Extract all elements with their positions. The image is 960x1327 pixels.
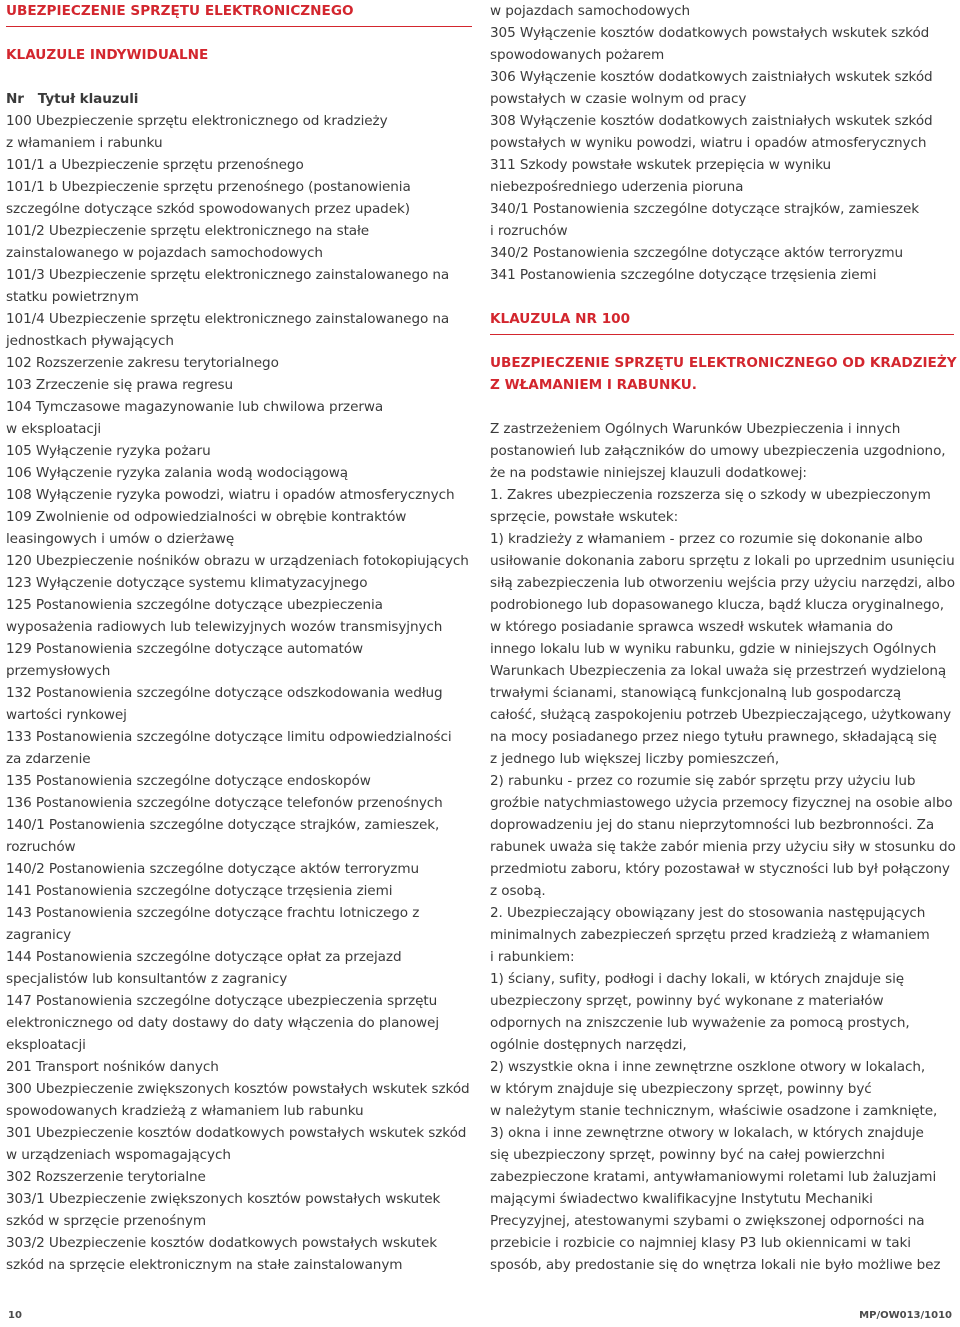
clause-list-item: jednostkach pływających <box>6 333 174 349</box>
document-code: MP/OW013/1010 <box>859 1310 952 1321</box>
clause-list-item: 303/2 Ubezpieczenie kosztów dodatkowych powstałych wskutek <box>6 1235 438 1251</box>
clause-list-item: 109 Zwolnienie od odpowiedzialności w obrębie kontraktów <box>6 509 407 525</box>
body-text-line: Warunkach Ubezpieczenia za lokal uważa się przestrzeń wydzieloną <box>490 663 947 679</box>
body-text-line: sprzęcie, powstałe wskutek: <box>490 509 679 525</box>
clause-list-item: w pojazdach samochodowych <box>490 3 691 19</box>
left-column <box>6 0 472 1276</box>
clause-list-item: 308 Wyłączenie kosztów dodatkowych zaistniałych wskutek szkód <box>490 113 933 129</box>
clause-list-item: 104 Tymczasowe magazynowanie lub chwilowa przerwa <box>6 399 384 415</box>
body-text-line: w należytym stanie technicznym, właściwie osadzone i zamknięte, <box>490 1103 938 1119</box>
clause-list-item: 147 Postanowienia szczególne dotyczące ubezpieczenia sprzętu <box>6 993 438 1009</box>
clause-list-item: 123 Wyłączenie dotyczące systemu klimatyzacyjnego <box>6 575 368 591</box>
clause-list-item: szkód na sprzęcie elektronicznym na stałe zainstalowanym <box>6 1257 403 1273</box>
clause-list-item: 102 Rozszerzenie zakresu terytorialnego <box>6 355 279 371</box>
clause-list-item: niebezpośredniego uderzenia pioruna <box>490 179 744 195</box>
clause-list-item: statku powietrznym <box>6 289 139 305</box>
clause-list-item: 306 Wyłączenie kosztów dodatkowych zaistniałych wskutek szkód <box>490 69 933 85</box>
clause-list-item: zagranicy <box>6 927 72 943</box>
clause-list-item: 105 Wyłączenie ryzyka pożaru <box>6 443 211 459</box>
clause-list-item: wyposażenia radiowych lub telewizyjnych wozów transmisyjnych <box>6 619 443 635</box>
clause-list-item: 144 Postanowienia szczególne dotyczące opłat za przejazd <box>6 949 402 965</box>
clause-list-item: leasingowych i umów o dzierżawę <box>6 531 235 547</box>
body-text-line: w którego posiadanie sprawca wszedł wskutek włamania do <box>490 619 893 635</box>
body-text-line: sposób, aby predostanie się do wnętrza lokali nie było możliwe bez <box>490 1257 941 1273</box>
clause-list-item: 106 Wyłączenie ryzyka zalania wodą wodociągową <box>6 465 348 481</box>
clause-list-item: rozruchów <box>6 839 76 855</box>
clause-title-line-2: Z WŁAMANIEM I RABUNKU. <box>490 377 697 393</box>
body-text-line: innego lokalu lub w wyniku rabunku, gdzie w niniejszych Ogólnych <box>490 641 937 657</box>
clause-list-item: 133 Postanowienia szczególne dotyczące limitu odpowiedzialności <box>6 729 452 745</box>
clause-list-item: i rozruchów <box>490 223 568 239</box>
clause-list-item: szczególne dotyczące szkód spowodowanych przez upadek) <box>6 201 410 217</box>
body-text-line: przedmiotu zaboru, który pozostawał w styczności lub był połączony <box>490 861 950 877</box>
clause-list-item: 201 Transport nośników danych <box>6 1059 219 1075</box>
clause-heading: KLAUZULA NR 100 <box>490 308 954 335</box>
clause-list-item: w urządzeniach wspomagających <box>6 1147 231 1163</box>
body-text-line: 3) okna i inne zewnętrzne otwory w lokalach, w których znajduje <box>490 1125 924 1141</box>
body-text-line: rabunek uważa się także zabór mienia przy użyciu siły w stosunku do <box>490 839 956 855</box>
clause-list-item: 140/1 Postanowienia szczególne dotyczące strajków, zamieszek, <box>6 817 440 833</box>
body-text-line: 1) ściany, sufity, podłogi i dachy lokali, w których znajduje się <box>490 971 905 987</box>
clause-list <box>6 110 472 1276</box>
body-text-line: odpornych na zniszczenie lub wyważenie za pomocą prostych, <box>490 1015 910 1031</box>
clause-list-item: 120 Ubezpieczenie nośników obrazu w urządzeniach fotokopiujących <box>6 553 469 569</box>
clause-list-item: 100 Ubezpieczenie sprzętu elektronicznego od kradzieży <box>6 113 388 129</box>
clause-body <box>490 418 954 1276</box>
clause-list-item: 141 Postanowienia szczególne dotyczące trzęsienia ziemi <box>6 883 393 899</box>
clause-list-item: szkód w sprzęcie przenośnym <box>6 1213 206 1229</box>
body-text-line: ogólnie dostępnych narzędzi, <box>490 1037 687 1053</box>
clause-list-item: 101/4 Ubezpieczenie sprzętu elektronicznego zainstalowanego na <box>6 311 450 327</box>
clause-list-item: 101/1 b Ubezpieczenie sprzętu przenośnego (postanowienia <box>6 179 411 195</box>
body-text-line: się ubezpieczony sprzęt, powinny być na całej powierzchni <box>490 1147 885 1163</box>
clause-list-item: zainstalowanego w pojazdach samochodowych <box>6 245 323 261</box>
body-text-line: i rabunkiem: <box>490 949 575 965</box>
clause-list-item: elektronicznego od daty dostawy do daty włączenia do planowej <box>6 1015 439 1031</box>
clause-list-item: 135 Postanowienia szczególne dotyczące endoskopów <box>6 773 371 789</box>
clause-list-item: 140/2 Postanowienia szczególne dotyczące aktów terroryzmu <box>6 861 419 877</box>
body-text-line: postanowień lub załączników do umowy ubezpieczenia uzgodniono, <box>490 443 946 459</box>
body-text-line: z jednego lub większej liczby pomieszczeń, <box>490 751 780 767</box>
body-text-line: trwałymi ścianami, stanowiącą funkcjonalną lub gospodarczą <box>490 685 902 701</box>
body-text-line: na mocy posiadanego przez niego tytułu prawnego, składającą się <box>490 729 937 745</box>
body-text-line: podrobionego lub dopasowanego klucza, bądź klucza oryginalnego, <box>490 597 944 613</box>
clause-list-continued <box>490 0 954 286</box>
clause-list-item: w eksploatacji <box>6 421 102 437</box>
page-number: 10 <box>8 1310 22 1321</box>
clause-list-item: 305 Wyłączenie kosztów dodatkowych powstałych wskutek szkód <box>490 25 930 41</box>
clause-list-item: powstałych w czasie wolnym od pracy <box>490 91 747 107</box>
clause-list-item: 340/2 Postanowienia szczególne dotyczące aktów terroryzmu <box>490 245 903 261</box>
clause-list-item: 143 Postanowienia szczególne dotyczące frachtu lotniczego z <box>6 905 420 921</box>
body-text-line: ubezpieczony sprzęt, powinny być wykonane z materiałów <box>490 993 884 1009</box>
clause-list-item: 125 Postanowienia szczególne dotyczące ubezpieczenia <box>6 597 383 613</box>
body-text-line: 2) wszystkie okna i inne zewnętrzne oszklone otwory w lokalach, <box>490 1059 926 1075</box>
clause-list-item: spowodowanych kradzieżą z włamaniem lub rabunku <box>6 1103 364 1119</box>
clause-list-item: powstałych w wyniku powodzi, wiatru i opadów atmosferycznych <box>490 135 927 151</box>
body-text-line: w którym znajduje się ubezpieczony sprzęt, powinny być <box>490 1081 872 1097</box>
body-text-line: minimalnych zabezpieczeń sprzętu przed kradzieżą z włamaniem <box>490 927 930 943</box>
clause-list-item: 136 Postanowienia szczególne dotyczące telefonów przenośnych <box>6 795 443 811</box>
body-text-line: że na podstawie niniejszej klauzuli dodatkowej: <box>490 465 807 481</box>
clause-list-item: 302 Rozszerzenie terytorialne <box>6 1169 206 1185</box>
body-text-line: siłą zabezpieczenia lub otworzeniu wejścia przy użyciu narzędzi, albo <box>490 575 955 591</box>
clause-list-item: przemysłowych <box>6 663 111 679</box>
clause-list-item: 341 Postanowienia szczególne dotyczące trzęsienia ziemi <box>490 267 877 283</box>
clause-list-item: 101/2 Ubezpieczenie sprzętu elektronicznego na stałe <box>6 223 370 239</box>
clause-list-item: spowodowanych pożarem <box>490 47 665 63</box>
clause-list-item: 129 Postanowienia szczególne dotyczące automatów <box>6 641 364 657</box>
clause-list-item: 103 Zrzeczenie się prawa regresu <box>6 377 234 393</box>
body-text-line: z osobą. <box>490 883 546 899</box>
body-text-line: usiłowanie dokonania zaboru sprzętu z lokali po uprzednim usunięciu <box>490 553 955 569</box>
right-column <box>490 0 957 1276</box>
body-text-line: całość, służącą zaspokojeniu potrzeb Ubezpieczającego, użytkowany <box>490 707 952 723</box>
body-text-line: Precyzyjnej, atestowanymi szybami o zwiększonej odporności na <box>490 1213 925 1229</box>
clause-list-item: 300 Ubezpieczenie zwiększonych kosztów powstałych wskutek szkód <box>6 1081 470 1097</box>
body-text-line: 1) kradzieży z włamaniem - przez co rozumie się dokonanie albo <box>490 531 923 547</box>
clause-list-item: 132 Postanowienia szczególne dotyczące odszkodowania według <box>6 685 443 701</box>
clause-list-item: eksploatacji <box>6 1037 86 1053</box>
clause-list-item: 311 Szkody powstałe wskutek przepięcia w wyniku <box>490 157 831 173</box>
clause-list-item: wartości rynkowej <box>6 707 127 723</box>
clause-list-item: z włamaniem i rabunku <box>6 135 163 151</box>
clause-list-item: 101/1 a Ubezpieczenie sprzętu przenośnego <box>6 157 304 173</box>
body-text-line: 1. Zakres ubezpieczenia rozszerza się o szkody w ubezpieczonym <box>490 487 931 503</box>
body-text-line: groźbie natychmiastowego użycia przemocy fizycznej na osobie albo <box>490 795 953 811</box>
body-text-line: 2. Ubezpieczający obowiązany jest do stosowania następujących <box>490 905 926 921</box>
clause-list-header: Nr Tytuł klauzuli <box>6 91 139 107</box>
body-text-line: mającymi świadectwo kwalifikacyjne Instytutu Mechaniki <box>490 1191 873 1207</box>
clause-list-item: specjalistów lub konsultantów z zagranicy <box>6 971 288 987</box>
clause-list-item: 340/1 Postanowienia szczególne dotyczące strajków, zamieszek <box>490 201 920 217</box>
clause-list-item: za zdarzenie <box>6 751 91 767</box>
clause-list-item: 101/3 Ubezpieczenie sprzętu elektronicznego zainstalowanego na <box>6 267 450 283</box>
section-heading-individual-clauses: KLAUZULE INDYWIDUALNE <box>6 47 209 63</box>
clause-title-line-1: UBEZPIECZENIE SPRZĘTU ELEKTRONICZNEGO OD KRADZIEŻY <box>490 355 957 371</box>
body-text-line: przebicie i rozbicie co najmniej klasy P3 lub okiennicami w taki <box>490 1235 911 1251</box>
clause-list-item: 303/1 Ubezpieczenie zwiększonych kosztów powstałych wskutek <box>6 1191 441 1207</box>
body-text-line: zabezpieczone kratami, antywłamaniowymi roletami lub żaluzjami <box>490 1169 937 1185</box>
clause-list-item: 301 Ubezpieczenie kosztów dodatkowych powstałych wskutek szkód <box>6 1125 467 1141</box>
body-text-line: Z zastrzeżeniem Ogólnych Warunków Ubezpieczenia i innych <box>490 421 901 437</box>
body-text-line: doprowadzeniu jej do stanu nieprzytomności lub bezbronności. Za <box>490 817 935 833</box>
body-text-line: 2) rabunku - przez co rozumie się zabór sprzętu przy użyciu lub <box>490 773 916 789</box>
document-title: UBEZPIECZENIE SPRZĘTU ELEKTRONICZNEGO <box>6 0 472 27</box>
clause-list-item: 108 Wyłączenie ryzyka powodzi, wiatru i opadów atmosferycznych <box>6 487 455 503</box>
